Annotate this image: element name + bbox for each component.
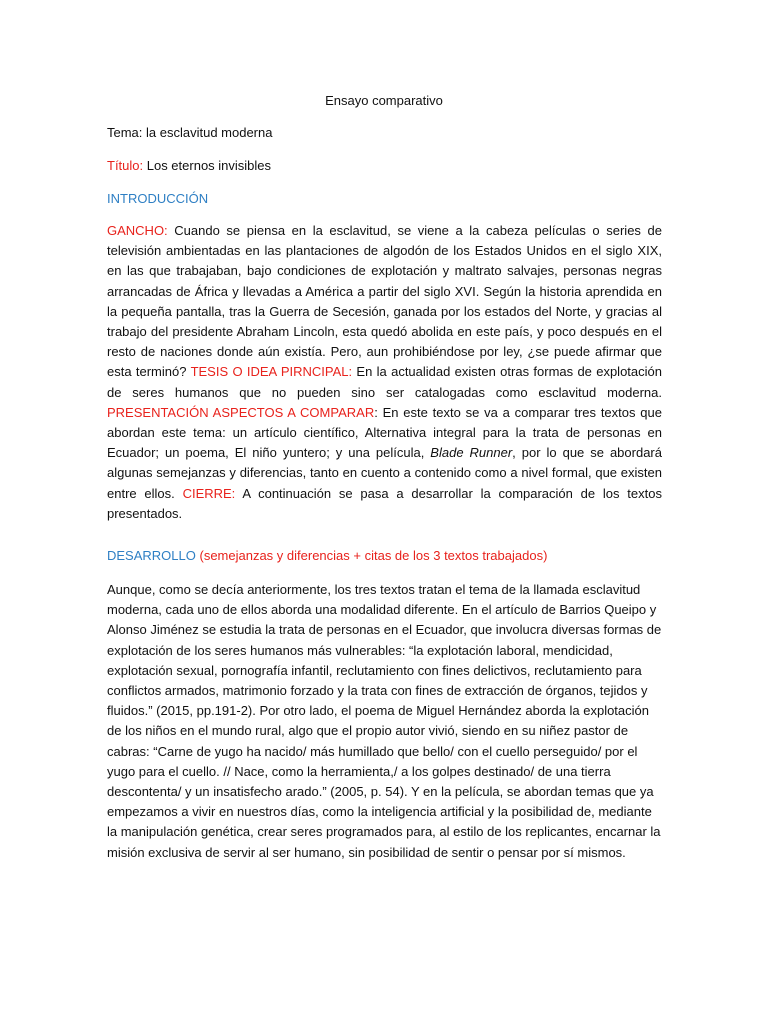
tesis-text: En la actualidad existen otras formas de explotación de seres humanos que no pueden sino ser catalogadas como esclavitud moderna. bbox=[107, 364, 662, 400]
presentacion-label: PRESENTACIÓN ASPECTOS A COMPARAR bbox=[107, 404, 375, 420]
gancho-label: GANCHO: bbox=[107, 223, 168, 238]
introduccion-paragraph bbox=[107, 221, 662, 524]
cierre-label: CIERRE: bbox=[182, 485, 236, 501]
desarrollo-heading: DESARROLLO bbox=[107, 548, 196, 563]
tesis-label: TESIS O IDEA PIRNCIPAL: bbox=[190, 364, 353, 380]
desarrollo-paragraph: Aunque, como se decía anteriormente, los tres textos tratan el tema de la llamada esclavitud moderna, cada uno de ellos aborda una modalidad diferente. En el artículo de Barrios Queipo y Alonso Jiménez se estudia la trata de personas en el Ecuador, que involucra diversas formas de explotación de los seres humanos más vulnerables: “la explotación laboral, mendicidad, explotación sexual, pornografía infantil, reclutamiento con fines delictivos, reclutamiento para conflictos armados, matrimonio forzado y la trata con fines de extracción de órganos, tejidos y fluidos.” (2015, pp.191-2). Por otro lado, el poema de Miguel Hernández aborda la explotación de los niños en el mundo rural, algo que el propio autor vivió, siendo en su niñez pastor de cabras: “Carne de yugo ha nacido/ más humillado que bello/ con el cuello perseguido/ por el yugo para el cuello. // Nace, como la herramienta,/ a los golpes destinado/ de una tierra descontenta/ y un insatisfecho arado.” (2005, p. 54). Y en la película, se abordan temas que ya empezamos a vivir en nuestros días, como la inteligencia artificial y la posibilidad de, mediante la manipulación genética, crear seres programados para, al estilo de los replicantes, encarnar la misión exclusiva de servir al ser humano, sin posibilidad de sentir o pensar por sí mismos. bbox=[107, 582, 662, 860]
presentacion-italic: Blade Runner bbox=[430, 445, 513, 461]
gancho-text: Cuando se piensa en la esclavitud, se viene a la cabeza películas o series de televisión ambientadas en las plantaciones de algodón de los Estados Unidos en el siglo XIX, en las que trabajaban, bajo condiciones de explotación y maltrato salvajes, personas negras arrancadas de África y llevadas a América a partir del siglo XVI. Según la historia aprendida en la pequeña pantalla, tras la Guerra de Secesión, ganada por los estados del Norte, y gracias al trabajo del presidente Abraham Lincoln, esta quedó abolida en este país, y poco después en el resto de naciones donde aún existía. Pero, aun prohibiéndose por ley, ¿se puede afirmar que esta terminó? bbox=[107, 223, 662, 380]
presentacion-text-2: , por lo que se abordará algunas semejanzas y diferencias, tanto en cuento a contenido como a nivel formal, que existen entre ellos. bbox=[107, 445, 662, 501]
cierre-text: A continuación se pasa a desarrollar la comparación de los textos presentados. bbox=[107, 485, 662, 521]
document-title: Ensayo comparativo bbox=[325, 93, 443, 108]
titulo-label: Título: bbox=[107, 158, 144, 173]
tema-line: Tema: la esclavitud moderna bbox=[107, 125, 273, 140]
desarrollo-heading-line bbox=[107, 547, 547, 565]
presentacion-text-1: : En este texto se va a comparar tres textos que abordan este tema: un artículo científico, Alternativa integral para la trata de personas en Ecuador; un poema, El niño yuntero; y una película, bbox=[107, 404, 662, 461]
titulo-value: Los eternos invisibles bbox=[143, 158, 272, 173]
introduccion-heading: INTRODUCCIÓN bbox=[107, 191, 209, 206]
titulo-line bbox=[107, 157, 271, 175]
desarrollo-note: (semejanzas y diferencias + citas de los 3 textos trabajados) bbox=[195, 548, 548, 563]
